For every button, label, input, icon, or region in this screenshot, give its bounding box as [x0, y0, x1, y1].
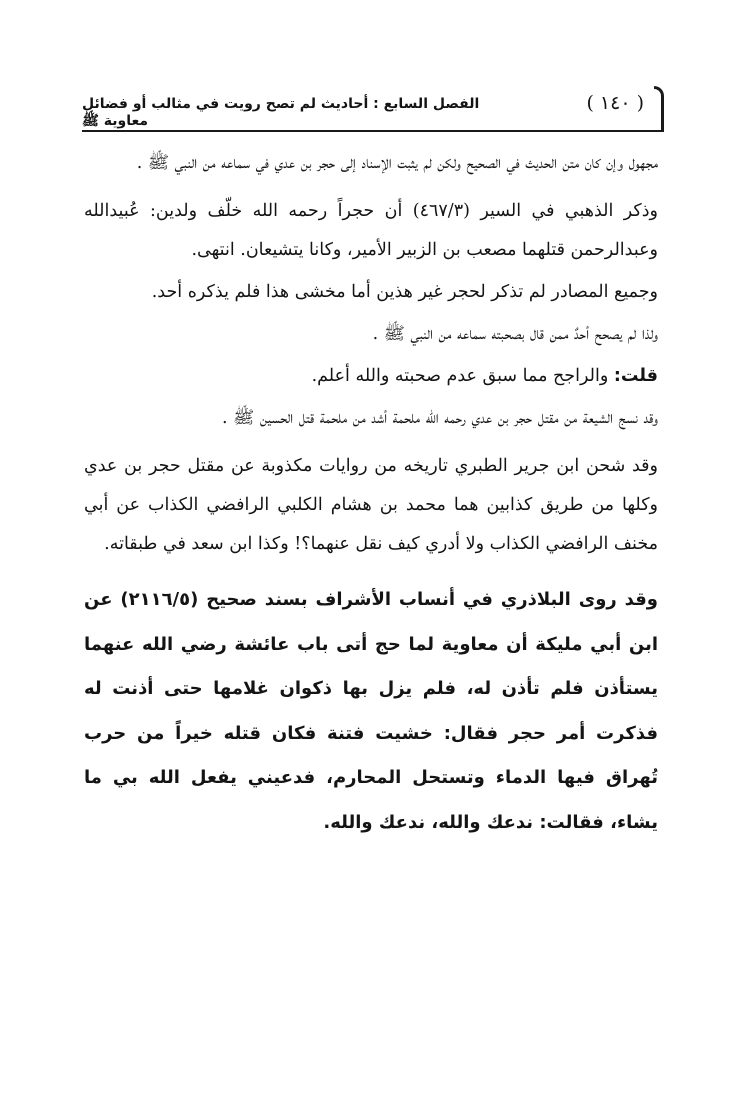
- paragraph: مجهول وإن كان متن الحديث في الصحيح ولكن لم يثبت الإسناد إلى حجر بن عدي في سماعه من النبي ﷺ .: [136, 153, 658, 173]
- paragraph: وذكر الذهبي في السير (٤٦٧/٣) أن حجراً رحمه الله خلّف ولدين: عُبيدالله وعبدالرحمن قتلهما مصعب بن الزبير الأمير، وكانا يتشيعان. انتهى.: [84, 201, 658, 260]
- paragraph: وجميع المصادر لم تذكر لحجر غير هذين أما مخشى هذا فلم يذكره أحد.: [151, 282, 658, 302]
- page-header: [82, 86, 664, 132]
- page-number: ( ١٤٠ ): [586, 92, 644, 114]
- chapter-title: الفصل السابع : أحاديث لم تصح رويت في مثالب أو فضائل معاوية ﷺ: [82, 96, 480, 129]
- paragraph-lead: قلت:: [613, 366, 658, 386]
- paragraph: وقد شحن ابن جرير الطبري تاريخه من روايات مكذوبة عن مقتل حجر بن عدي وكلها من طريق كذابين هما محمد بن هشام الكلبي الرافضي الكذاب عن أبي مخنف الرافضي الكذاب ولا أدري كيف نقل عنهما؟! وكذا ابن سعد في طبقاته.: [84, 456, 658, 554]
- paragraph-text: والراجح مما سبق عدم صحبته والله أعلم.: [311, 366, 614, 386]
- paragraph: [84, 357, 658, 396]
- body-text: [84, 144, 658, 845]
- header-frame: [654, 86, 664, 132]
- paragraph: وقد نسج الشيعة من مقتل حجر بن عدي رحمه الله ملحمة أشد من ملحمة قتل الحسين ﷺ .: [222, 408, 658, 428]
- paragraph: ولذا لم يصحح أحدٌ ممن قال بصحبته سماعه من النبي ﷺ .: [372, 324, 658, 344]
- quoted-narration: وقد روى البلاذري في أنساب الأشراف بسند صحيح (٢١١٦/٥) عن ابن أبي مليكة أن معاوية لما حج أتى باب عائشة رضي الله عنهما يستأذن فلم تأذن له، فلم يزل بها ذكوان غلامها حتى أذنت له فذكرت أمر حجر فقال: خشيت فتنة فكان قتله خيراً من حرب تُهراق فيها الدماء وتستحل المحارم، فدعيني يفعل الله بي ما يشاء، فقالت: ندعك والله، ندعك والله.: [84, 589, 658, 833]
